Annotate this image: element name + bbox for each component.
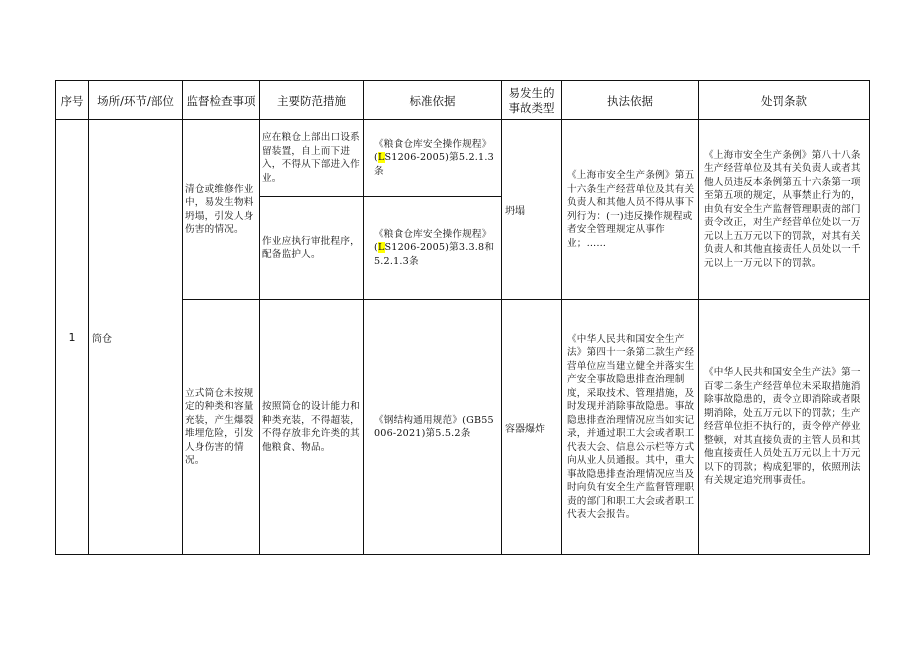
measure-1a: 应在粮仓上部出口设系留装置，自上而下进入，不得从下部进入作业。 xyxy=(260,120,364,197)
table-row xyxy=(56,120,870,197)
header-standard: 标准依据 xyxy=(364,81,502,120)
accident-1: 坍塌 xyxy=(502,120,562,300)
standard-1a-post: S1206-2005)第5.2.1.3条 xyxy=(374,152,494,177)
header-row xyxy=(56,81,870,120)
penalty-1: 《上海市安全生产条例》第八十八条生产经营单位及其有关负责人或者其他人员违反本条例第五十六条第一项至第五项的规定，从事禁止行为的，由负有安全生产监督管理职责的部门责令改正，对生产经营单位处以一万元以上五万元以下的罚款，对其有关负责人和其他直接责任人员处以一千元以上一万元以下的罚款。 xyxy=(699,120,870,300)
header-accident-type: 易发生的事故类型 xyxy=(502,81,562,120)
header-index: 序号 xyxy=(56,81,89,120)
standard-1b-highlight: L xyxy=(377,242,385,254)
measure-2: 按照筒仓的设计能力和种类充装，不得超装，不得存放非允许类的其他粮食、物品。 xyxy=(260,300,364,555)
standard-1b xyxy=(364,197,502,300)
inspection-table xyxy=(55,80,870,555)
measure-1b: 作业应执行审批程序，配备监护人。 xyxy=(260,197,364,300)
header-penalty: 处罚条款 xyxy=(699,81,870,120)
row-index: 1 xyxy=(56,120,89,555)
standard-1a-pre: 《粮食仓库安全操作规程》( xyxy=(374,138,492,164)
header-law: 执法依据 xyxy=(562,81,699,120)
header-check-item: 监督检查事项 xyxy=(183,81,260,120)
law-2: 《中华人民共和国安全生产法》第四十一条第二款生产经营单位应当建立健全并落实生产安全事故隐患排查治理制度，采取技术、管理措施，及时发现并消除事故隐患。事故隐患排查治理情况应当如实记录，并通过职工大会或者职工代表大会、信息公示栏等方式向从业人员通报。其中，重大事故隐患排查治理情况应当及时向负有安全生产监督管理职责的部门和职工大会或者职工代表大会报告。 xyxy=(562,300,699,555)
check-item-2: 立式筒仓未按规定的种类和容量充装，产生爆裂堆埋危险，引发人身伤害的情况。 xyxy=(183,300,260,555)
standard-1a xyxy=(364,120,502,197)
penalty-2: 《中华人民共和国安全生产法》第一百零二条生产经营单位未采取措施消除事故隐患的，责令立即消除或者限期消除，处五万元以下的罚款；生产经营单位拒不执行的，责令停产停业整顿，对其直接负责的主管人员和其他直接责任人员处五万元以上十万元以下的罚款；构成犯罪的，依照刑法有关规定追究刑事责任。 xyxy=(699,300,870,555)
row-place: 筒仓 xyxy=(89,120,183,555)
standard-1b-pre: 《粮食仓库安全操作规程》( xyxy=(374,228,492,254)
standard-1a-highlight: L xyxy=(377,152,385,164)
standard-2: 《钢结构通用规范》(GB55006-2021)第5.5.2条 xyxy=(364,300,502,555)
standard-1b-post: S1206-2005)第3.3.8和5.2.1.3条 xyxy=(374,242,495,267)
check-item-1: 清仓或维修作业中，易发生物料坍塌，引发人身伤害的情况。 xyxy=(183,120,260,300)
header-measures: 主要防范措施 xyxy=(260,81,364,120)
header-place: 场所/环节/部位 xyxy=(89,81,183,120)
accident-2: 容器爆炸 xyxy=(502,300,562,555)
law-1: 《上海市安全生产条例》第五十六条生产经营单位及其有关负责人和其他人员不得从事下列行为：(一)违反操作规程或者安全管理规定从事作业；…… xyxy=(562,120,699,300)
